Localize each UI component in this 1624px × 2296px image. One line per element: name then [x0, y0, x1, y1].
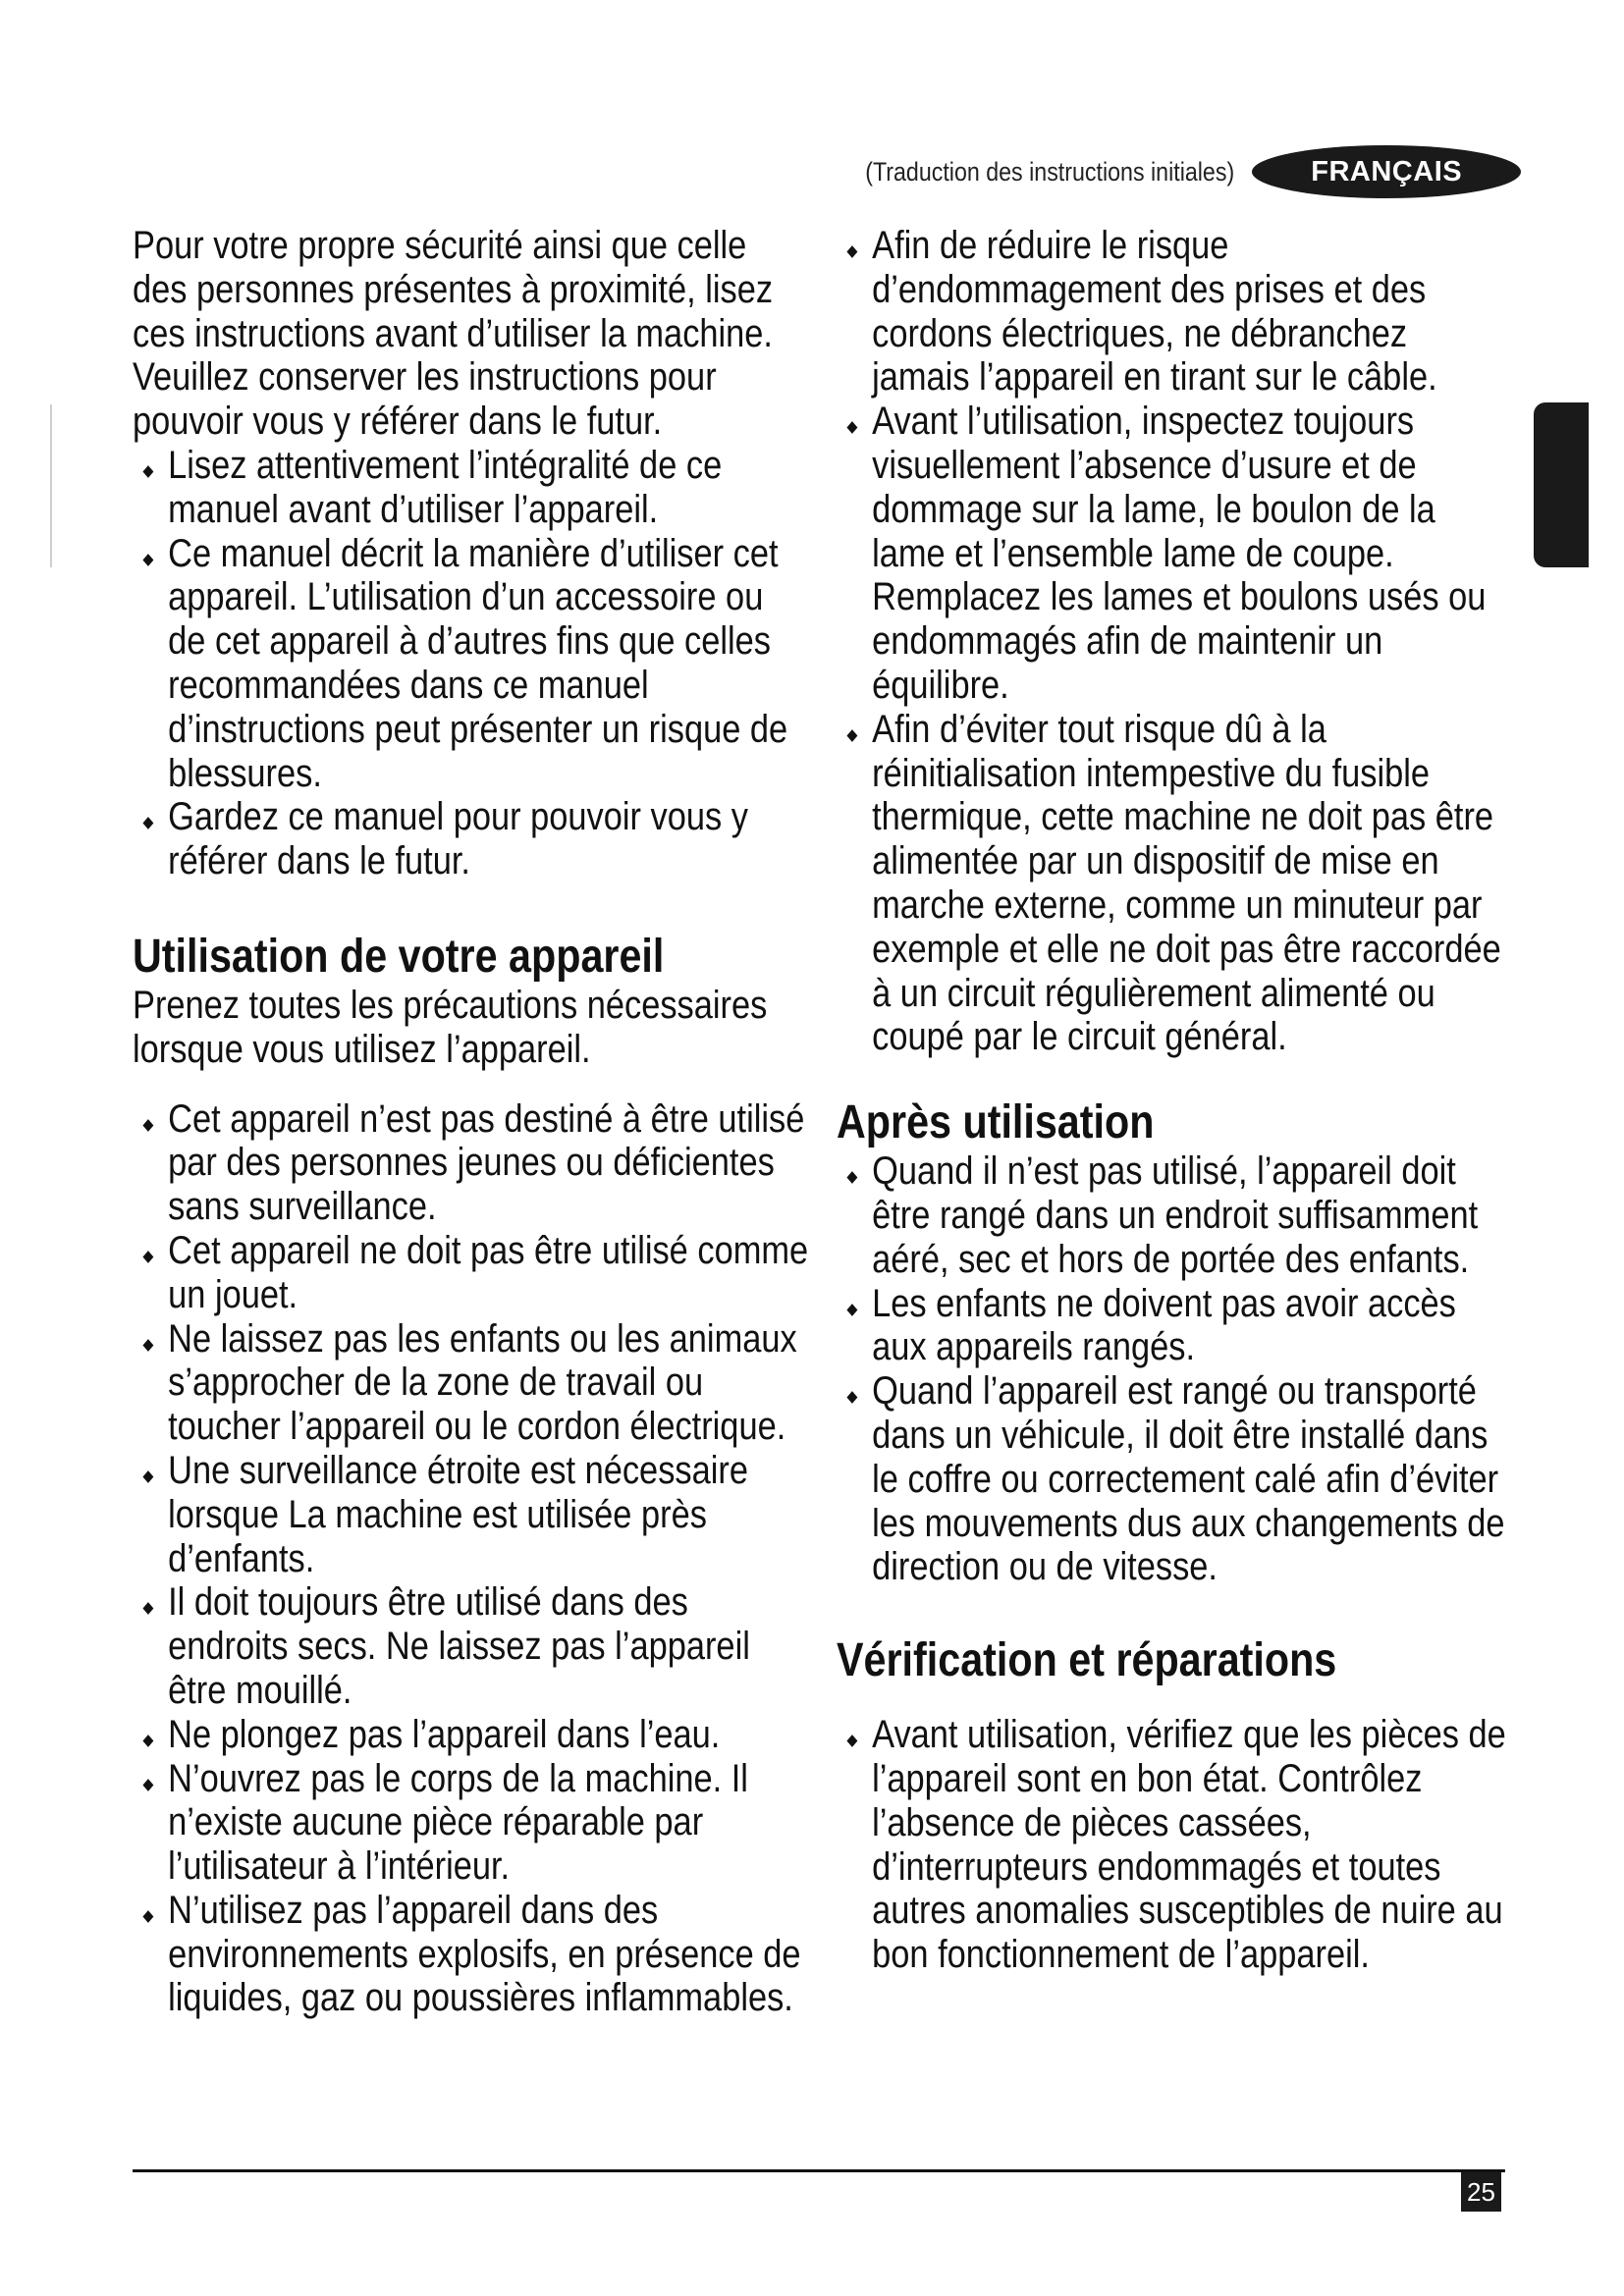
list-item: N’ouvrez pas le corps de la machine. Il n’existe aucune pièce réparable par l’utilisateur à l’intérieur.: [133, 1757, 808, 1889]
list-item: Ne plongez pas l’appareil dans l’eau.: [133, 1713, 808, 1757]
list-item: Afin d’éviter tout risque dû à la réinitialisation intempestive du fusible thermique, cette machine ne doit pas être alimentée par un dispositif de mise en marche externe, comme un minuteur par exemple et elle ne doit pas être raccordée à un circuit régulièrement alimenté ou coupé par le circuit général.: [837, 708, 1512, 1059]
page-header: [805, 145, 1521, 198]
list-item: N’utilisez pas l’appareil dans des environnements explosifs, en présence de liquides, gaz ou poussières inflammables.: [133, 1889, 808, 2020]
list-item: Ne laissez pas les enfants ou les animaux s’approcher de la zone de travail ou toucher l’appareil ou le cordon électrique.: [133, 1317, 808, 1449]
usage-bullet-list: [133, 1097, 810, 2021]
list-item: Ce manuel décrit la manière d’utiliser cet appareil. L’utilisation d’un accessoire ou de cet appareil à d’autres fins que celles recommandées dans ce manuel d’instructions peut présenter un risque de blessures.: [133, 532, 808, 796]
maintenance-bullet-list: [837, 1713, 1514, 1977]
list-item: Lisez attentivement l’intégralité de ce manuel avant d’utiliser l’appareil.: [133, 444, 808, 532]
list-item: Cet appareil ne doit pas être utilisé comme un jouet.: [133, 1229, 808, 1317]
section-intro: Prenez toutes les précautions nécessaires lorsque vous utilisez l’appareil.: [133, 983, 768, 1071]
list-item: Une surveillance étroite est nécessaire lorsque La machine est utilisée près d’enfants.: [133, 1449, 808, 1580]
list-item: Avant l’utilisation, inspectez toujours visuellement l’absence d’usure et de dommage sur la lame, le boulon de la lame et l’ensemble lame de coupe. Remplacez les lames et boulons usés ou endommagés afin de maintenir un équilibre.: [837, 400, 1512, 708]
list-item: Quand l’appareil est rangé ou transporté dans un véhicule, il doit être installé dans le coffre ou correctement calé afin d’éviter les mouvements dus aux changements de direction ou de vitesse.: [837, 1369, 1512, 1589]
intro-paragraph: Pour votre propre sécurité ainsi que celle des personnes présentes à proximité, lisez ces instructions avant d’utiliser la machine. Veuillez conserver les instructions pour pouvoir vous y référer dans le futur.: [133, 224, 774, 444]
page-number: 25: [1461, 2172, 1501, 2212]
section-heading-maintenance: Vérification et réparations: [837, 1634, 1337, 1687]
safety-bullet-list: [837, 224, 1514, 1059]
section-side-tab: [1534, 402, 1589, 567]
after-use-bullet-list: [837, 1149, 1514, 1589]
list-item: Quand il n’est pas utilisé, l’appareil doit être rangé dans un endroit suffisamment aéré, sec et hors de portée des enfants.: [837, 1149, 1512, 1281]
list-item: Avant utilisation, vérifiez que les pièces de l’appareil sont en bon état. Contrôlez l’absence de pièces cassées, d’interrupteurs endommagés et toutes autres anomalies susceptibles de nuire au bon fonctionnement de l’appareil.: [837, 1713, 1512, 1977]
list-item: Cet appareil n’est pas destiné à être utilisé par des personnes jeunes ou déficientes sans surveillance.: [133, 1097, 808, 1229]
margin-rule: [50, 404, 52, 567]
right-column: [837, 224, 1514, 1977]
section-heading-usage: Utilisation de votre appareil: [133, 930, 665, 983]
footer-rule: [133, 2169, 1505, 2172]
language-badge: FRANÇAIS: [1252, 145, 1521, 198]
intro-bullet-list: [133, 444, 810, 883]
translation-note: (Traduction des instructions initiales): [865, 156, 1235, 187]
list-item: Il doit toujours être utilisé dans des endroits secs. Ne laissez pas l’appareil être mouillé.: [133, 1580, 808, 1712]
list-item: Gardez ce manuel pour pouvoir vous y référer dans le futur.: [133, 795, 808, 883]
list-item: Afin de réduire le risque d’endommagement des prises et des cordons électriques, ne débranchez jamais l’appareil en tirant sur le câble.: [837, 224, 1512, 400]
section-heading-after-use: Après utilisation: [837, 1096, 1155, 1149]
list-item: Les enfants ne doivent pas avoir accès aux appareils rangés.: [837, 1282, 1512, 1370]
left-column: [133, 224, 810, 2020]
